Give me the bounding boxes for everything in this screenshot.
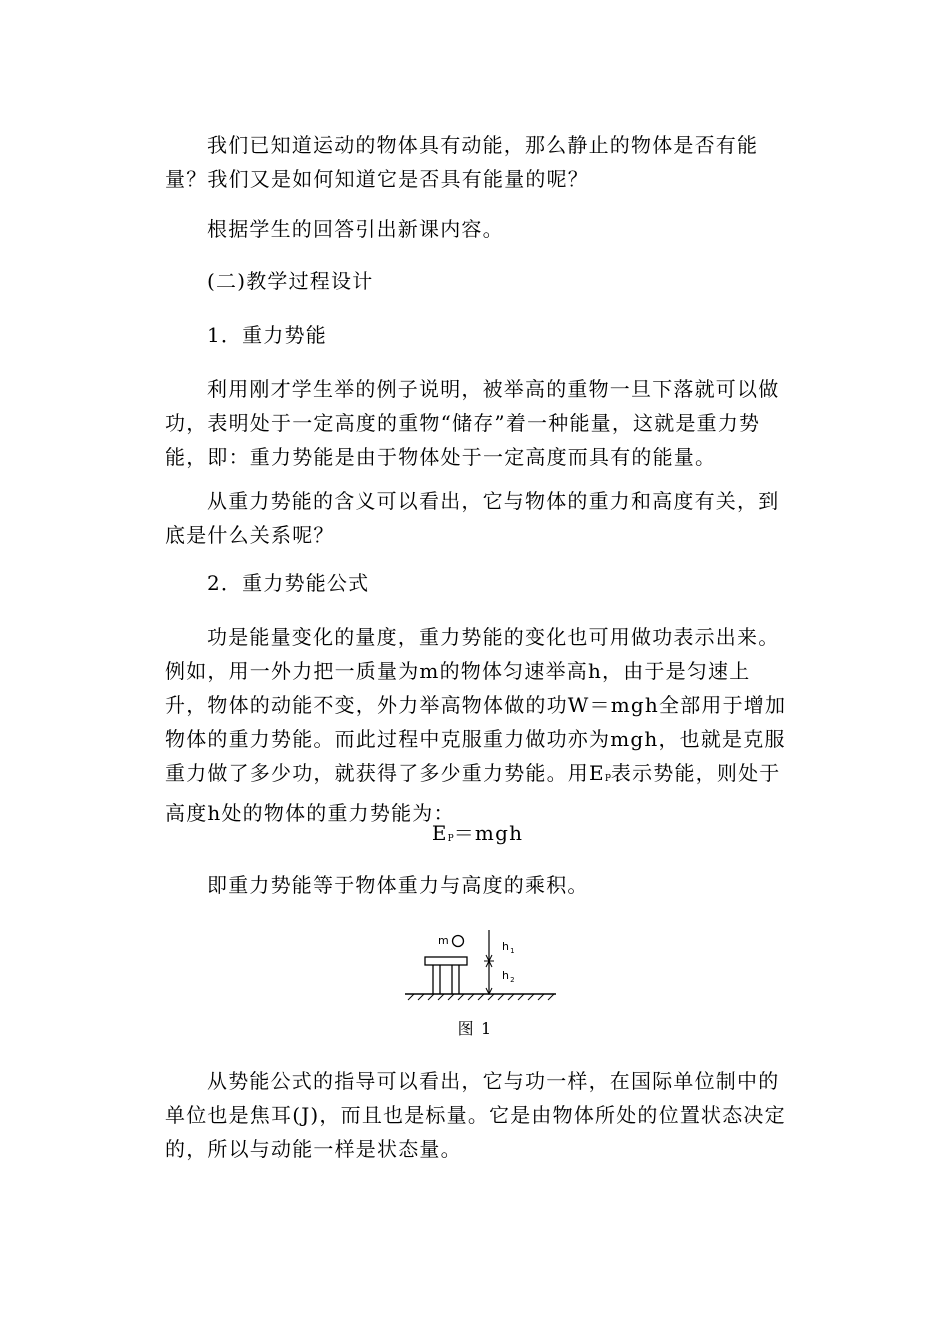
heading-1: 1．重力势能 bbox=[207, 323, 327, 347]
mass-label: m bbox=[438, 934, 450, 947]
paragraph-gravity-potential: 利用刚才学生举的例子说明，被举高的重物一旦下落就可以做功，表明处于一定高度的重物“储存”着一种能量，这就是重力势能，即：重力势能是由于物体处于一定高度而具有的能量。 bbox=[165, 377, 780, 469]
ball-icon bbox=[453, 936, 464, 947]
ep-subscript: P bbox=[604, 774, 611, 784]
paragraph-conclusion: 即重力势能等于物体重力与高度的乘积。 bbox=[207, 873, 589, 897]
figure-caption: 图 1 bbox=[457, 1019, 493, 1038]
derivation-text-b: 表示势能，则处于高度h处的物体的重力势能为： bbox=[165, 761, 781, 825]
formula bbox=[165, 816, 790, 856]
paragraph-lead: 根据学生的回答引出新课内容。 bbox=[207, 217, 504, 241]
figure-1-diagram bbox=[400, 928, 560, 1003]
h2-label: $h_2$ bbox=[502, 969, 516, 984]
h1-label: $h_1$ bbox=[502, 940, 516, 955]
paragraph-formula-derivation bbox=[165, 620, 790, 830]
table-top bbox=[425, 957, 467, 965]
paragraph-unit: 从势能公式的指导可以看出，它与功一样，在国际单位制中的单位也是焦耳(J)，而且也是标量。它是由物体所处的位置状态决定的，所以与动能一样是状态量。 bbox=[165, 1069, 786, 1161]
section-heading: (二)教学过程设计 bbox=[207, 269, 374, 293]
derivation-text-a: 功是能量变化的量度，重力势能的变化也可用做功表示出来。例如，用一外力把一质量为m的物体匀速举高h，由于是匀速上升，物体的动能不变，外力举高物体做的功W＝mgh全部用于增加物体的重力势能。而此过程中克服重力做功亦为mgh，也就是克服重力做了多少功，就获得了多少重力势能。用E bbox=[165, 625, 787, 785]
formula-subscript: P bbox=[447, 834, 454, 844]
formula-rest: ＝mgh bbox=[453, 821, 524, 845]
formula-e: E bbox=[431, 821, 448, 845]
paragraph-question: 从重力势能的含义可以看出，它与物体的重力和高度有关，到底是什么关系呢？ bbox=[165, 489, 780, 547]
paragraph-intro: 我们已知道运动的物体具有动能，那么静止的物体是否有能量？我们又是如何知道它是否具有能量的呢？ bbox=[165, 133, 759, 191]
table-legs bbox=[433, 965, 459, 994]
heading-2: 2．重力势能公式 bbox=[207, 571, 370, 595]
ground-hatching bbox=[408, 994, 554, 1000]
